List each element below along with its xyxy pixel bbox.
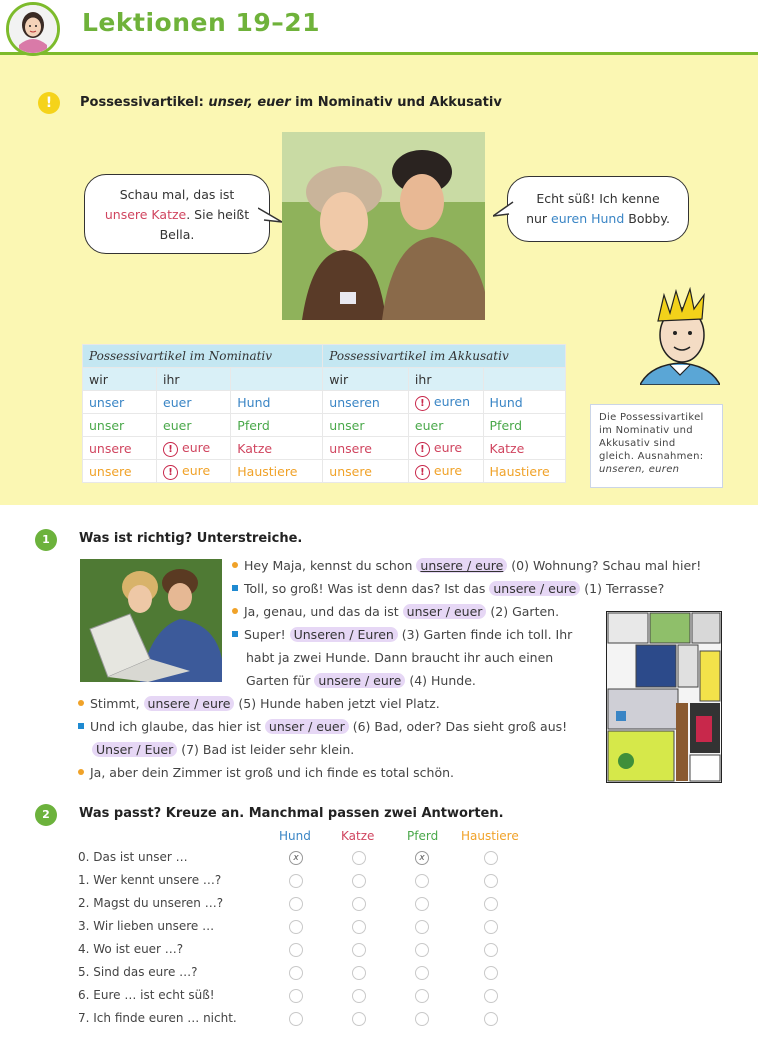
question-item: 2. Magst du unseren …? [78, 896, 224, 910]
note-italic: unseren, euren [599, 464, 680, 475]
speech-bubble-right [507, 176, 689, 242]
answer-checkbox[interactable] [289, 989, 303, 1003]
line-text: Und ich glaube, das hier ist [90, 719, 265, 734]
column-header-hund: Hund [279, 829, 311, 843]
line-text: Hey Maja, kennst du schon [244, 558, 417, 573]
table-cell: unser [83, 391, 157, 414]
table-row [83, 460, 566, 483]
orange-bullet [232, 608, 238, 614]
table-cell: Haustiere [231, 460, 323, 483]
table-cell: unser [83, 414, 157, 437]
table-cell: unsere [83, 437, 157, 460]
boy-illustration [640, 285, 720, 385]
sub-ihr: ihr [157, 368, 231, 391]
bubble-right-post: Bobby. [624, 211, 670, 226]
table-cell-text: eure [182, 439, 211, 455]
table-cell [157, 460, 231, 483]
sub-ihr-akk: ihr [408, 368, 483, 391]
exclamation-icon: ! [38, 92, 60, 114]
avatar-illustration [9, 5, 57, 53]
speech-bubble-left [84, 174, 270, 254]
question-item: 7. Ich finde euren … nicht. [78, 1011, 237, 1025]
orange-bullet [78, 769, 84, 775]
choice-chip[interactable]: unser / euer [265, 719, 349, 734]
bubble-right-tail [493, 200, 515, 220]
bubble-left-rest: . Sie heißt [186, 207, 250, 222]
line-text: Ja, genau, und das da ist [244, 604, 403, 619]
laptop-illustration [80, 559, 222, 682]
table-cell: Katze [483, 437, 565, 460]
warning-icon: ! [163, 442, 178, 457]
sub-empty-2 [483, 368, 565, 391]
bubble-right-highlight: euren Hund [551, 211, 625, 226]
answer-checkbox[interactable]: x [289, 851, 303, 865]
table-head-nominativ: Possessivartikel im Nominativ [83, 345, 323, 368]
sub-empty-1 [231, 368, 323, 391]
answer-checkbox[interactable] [484, 920, 498, 934]
warning-icon: ! [415, 442, 430, 457]
bubble-right-line2 [508, 209, 688, 229]
answer-checkbox[interactable] [484, 943, 498, 957]
table-cell: Pferd [483, 414, 565, 437]
line-text: (6) Bad, oder? Das sieht groß aus! [348, 719, 568, 734]
choice-chip[interactable]: unsere / eure [144, 696, 235, 711]
orange-bullet [232, 562, 238, 568]
line-text: Super! [244, 627, 290, 642]
table-cell: Hund [231, 391, 323, 414]
question-item: 6. Eure … ist echt süß! [78, 988, 215, 1002]
table-cell: euer [408, 414, 483, 437]
grammar-title-italic: unser, euer [208, 95, 291, 110]
dialogue-line [78, 692, 567, 715]
line-text: Stimmt, [90, 696, 144, 711]
line-text: Toll, so groß! Was ist denn das? Ist das [244, 581, 490, 596]
table-head-akkusativ: Possessivartikel im Akkusativ [323, 345, 566, 368]
answer-checkbox[interactable] [289, 966, 303, 980]
answer-checkbox[interactable] [289, 874, 303, 888]
table-cell [408, 437, 483, 460]
answer-checkbox[interactable] [415, 989, 429, 1003]
exercise-2-title: Was passt? Kreuze an. Manchmal passen zwei Antworten. [79, 806, 504, 821]
exercise-number-1: 1 [35, 529, 57, 551]
blue-bullet [232, 585, 238, 591]
table-row [83, 391, 566, 414]
floor-plan-illustration [606, 611, 722, 783]
line-text: (1) Terrasse? [580, 581, 665, 596]
answer-checkbox[interactable] [352, 851, 366, 865]
table-sub-row [83, 368, 566, 391]
table-cell [157, 437, 231, 460]
table-cell: unseren [323, 391, 409, 414]
table-cell: Haustiere [483, 460, 565, 483]
question-item: 5. Sind das eure …? [78, 965, 198, 979]
dialogue-line [78, 715, 567, 738]
warning-icon: ! [415, 465, 430, 480]
bubble-left-line3: Bella. [159, 227, 195, 242]
warning-icon: ! [163, 465, 178, 480]
choice-chip[interactable]: unsere / eure [314, 673, 405, 688]
answer-checkbox[interactable] [289, 1012, 303, 1026]
laptop-photo [80, 559, 222, 682]
dialogue-line [232, 554, 701, 577]
blue-bullet [232, 631, 238, 637]
answer-checkbox[interactable] [415, 966, 429, 980]
bubble-right-pre: nur [526, 211, 552, 226]
table-cell: unsere [323, 460, 409, 483]
column-header-katze: Katze [341, 829, 375, 843]
exercise-number-2: 2 [35, 804, 57, 826]
exercise-1-title: Was ist richtig? Unterstreiche. [79, 531, 303, 546]
table-cell: unser [323, 414, 409, 437]
table-cell: euer [157, 414, 231, 437]
dialogue-line [232, 577, 701, 600]
choice-chip[interactable]: Unseren / Euren [290, 627, 398, 642]
question-list [78, 846, 237, 1030]
avatar [6, 2, 60, 56]
couple-photo [282, 132, 485, 320]
table-cell: unsere [323, 437, 409, 460]
table-cell-text: eure [433, 439, 463, 455]
table-cell [408, 460, 483, 483]
bubble-left-line2 [85, 205, 269, 225]
answer-checkbox[interactable] [352, 874, 366, 888]
answer-checkbox[interactable] [289, 920, 303, 934]
answer-checkbox[interactable] [352, 989, 366, 1003]
table-cell: euer [157, 391, 231, 414]
couple-illustration [282, 132, 485, 320]
answer-checkbox[interactable] [352, 920, 366, 934]
answer-checkbox[interactable] [415, 920, 429, 934]
line-text: (4) Hunde. [405, 673, 476, 688]
blue-bullet [78, 723, 84, 729]
sub-wir: wir [83, 368, 157, 391]
column-header-haustiere: Haustiere [461, 829, 519, 843]
answer-checkbox[interactable] [415, 874, 429, 888]
grammar-title [80, 95, 502, 110]
table-cell: Pferd [231, 414, 323, 437]
line-text: habt ja zwei Hunde. Dann braucht ihr auch einen [246, 650, 554, 665]
line-text: Garten für [246, 673, 315, 688]
answer-checkbox[interactable] [484, 851, 498, 865]
page-title: Lektionen 19–21 [82, 8, 321, 37]
answer-checkbox[interactable] [484, 874, 498, 888]
answer-checkbox[interactable] [415, 1012, 429, 1026]
choice-chip[interactable]: unser / euer [403, 604, 487, 619]
dialogue-block-bottom [78, 692, 567, 784]
bubble-left-tail [258, 206, 284, 226]
answer-checkbox[interactable] [415, 897, 429, 911]
answer-checkbox[interactable] [352, 897, 366, 911]
table-cell: unsere [83, 460, 157, 483]
bubble-left-highlight: unsere Katze [104, 207, 187, 222]
answer-checkbox[interactable] [289, 943, 303, 957]
dialogue-line [78, 761, 567, 784]
question-item: 4. Wo ist euer …? [78, 942, 184, 956]
table-row [83, 414, 566, 437]
grammar-title-suffix: im Nominativ und Akkusativ [290, 95, 502, 110]
table-head-row [83, 345, 566, 368]
answer-checkbox[interactable] [415, 943, 429, 957]
column-header-pferd: Pferd [407, 829, 439, 843]
note-text: Die Possessivartikel im Nominativ und Akkusativ sind gleich. Ausnahmen: [599, 412, 704, 462]
line-text: Ja, aber dein Zimmer ist groß und ich finde es total schön. [90, 765, 455, 780]
table-cell-text: eure [433, 462, 463, 478]
answer-checkbox[interactable] [352, 966, 366, 980]
table-cell: Katze [231, 437, 323, 460]
answer-checkbox[interactable] [352, 1012, 366, 1026]
table-cell [408, 391, 483, 414]
answer-checkbox[interactable] [484, 1012, 498, 1026]
choice-chip[interactable]: Unser / Euer [92, 742, 177, 757]
line-text: (0) Wohnung? Schau mal hier! [507, 558, 702, 573]
table-cell-text: eure [182, 462, 211, 478]
answer-checkbox[interactable] [352, 943, 366, 957]
table-row [83, 437, 566, 460]
question-item: 0. Das ist unser … [78, 850, 188, 864]
orange-bullet [78, 700, 84, 706]
line-text: (2) Garten. [486, 604, 560, 619]
line-text: (5) Hunde haben jetzt viel Platz. [234, 696, 440, 711]
answer-checkbox[interactable] [484, 989, 498, 1003]
answer-checkbox[interactable]: x [415, 851, 429, 865]
line-text: (3) Garten finde ich toll. Ihr [397, 627, 573, 642]
question-item: 3. Wir lieben unsere … [78, 919, 215, 933]
line-text: (7) Bad ist leider sehr klein. [177, 742, 355, 757]
bubble-left-line1: Schau mal, das ist [119, 187, 235, 202]
table-cell: Hund [483, 391, 565, 414]
grammar-title-prefix: Possessivartikel: [80, 95, 209, 110]
answer-checkbox[interactable] [484, 966, 498, 980]
question-item: 1. Wer kennt unsere …? [78, 873, 222, 887]
possessive-table [82, 344, 566, 483]
answer-checkbox[interactable] [484, 897, 498, 911]
sub-wir-akk: wir [323, 368, 409, 391]
choice-chip[interactable]: unsere / eure [489, 581, 580, 596]
warning-icon: ! [415, 396, 430, 411]
answer-checkbox[interactable] [289, 897, 303, 911]
dialogue-line [78, 738, 567, 761]
bubble-right-line1: Echt süß! Ich kenne [536, 191, 660, 206]
grammar-note [590, 404, 723, 488]
table-cell-text: euren [433, 393, 471, 409]
choice-chip[interactable]: unsere / eure [416, 558, 507, 573]
